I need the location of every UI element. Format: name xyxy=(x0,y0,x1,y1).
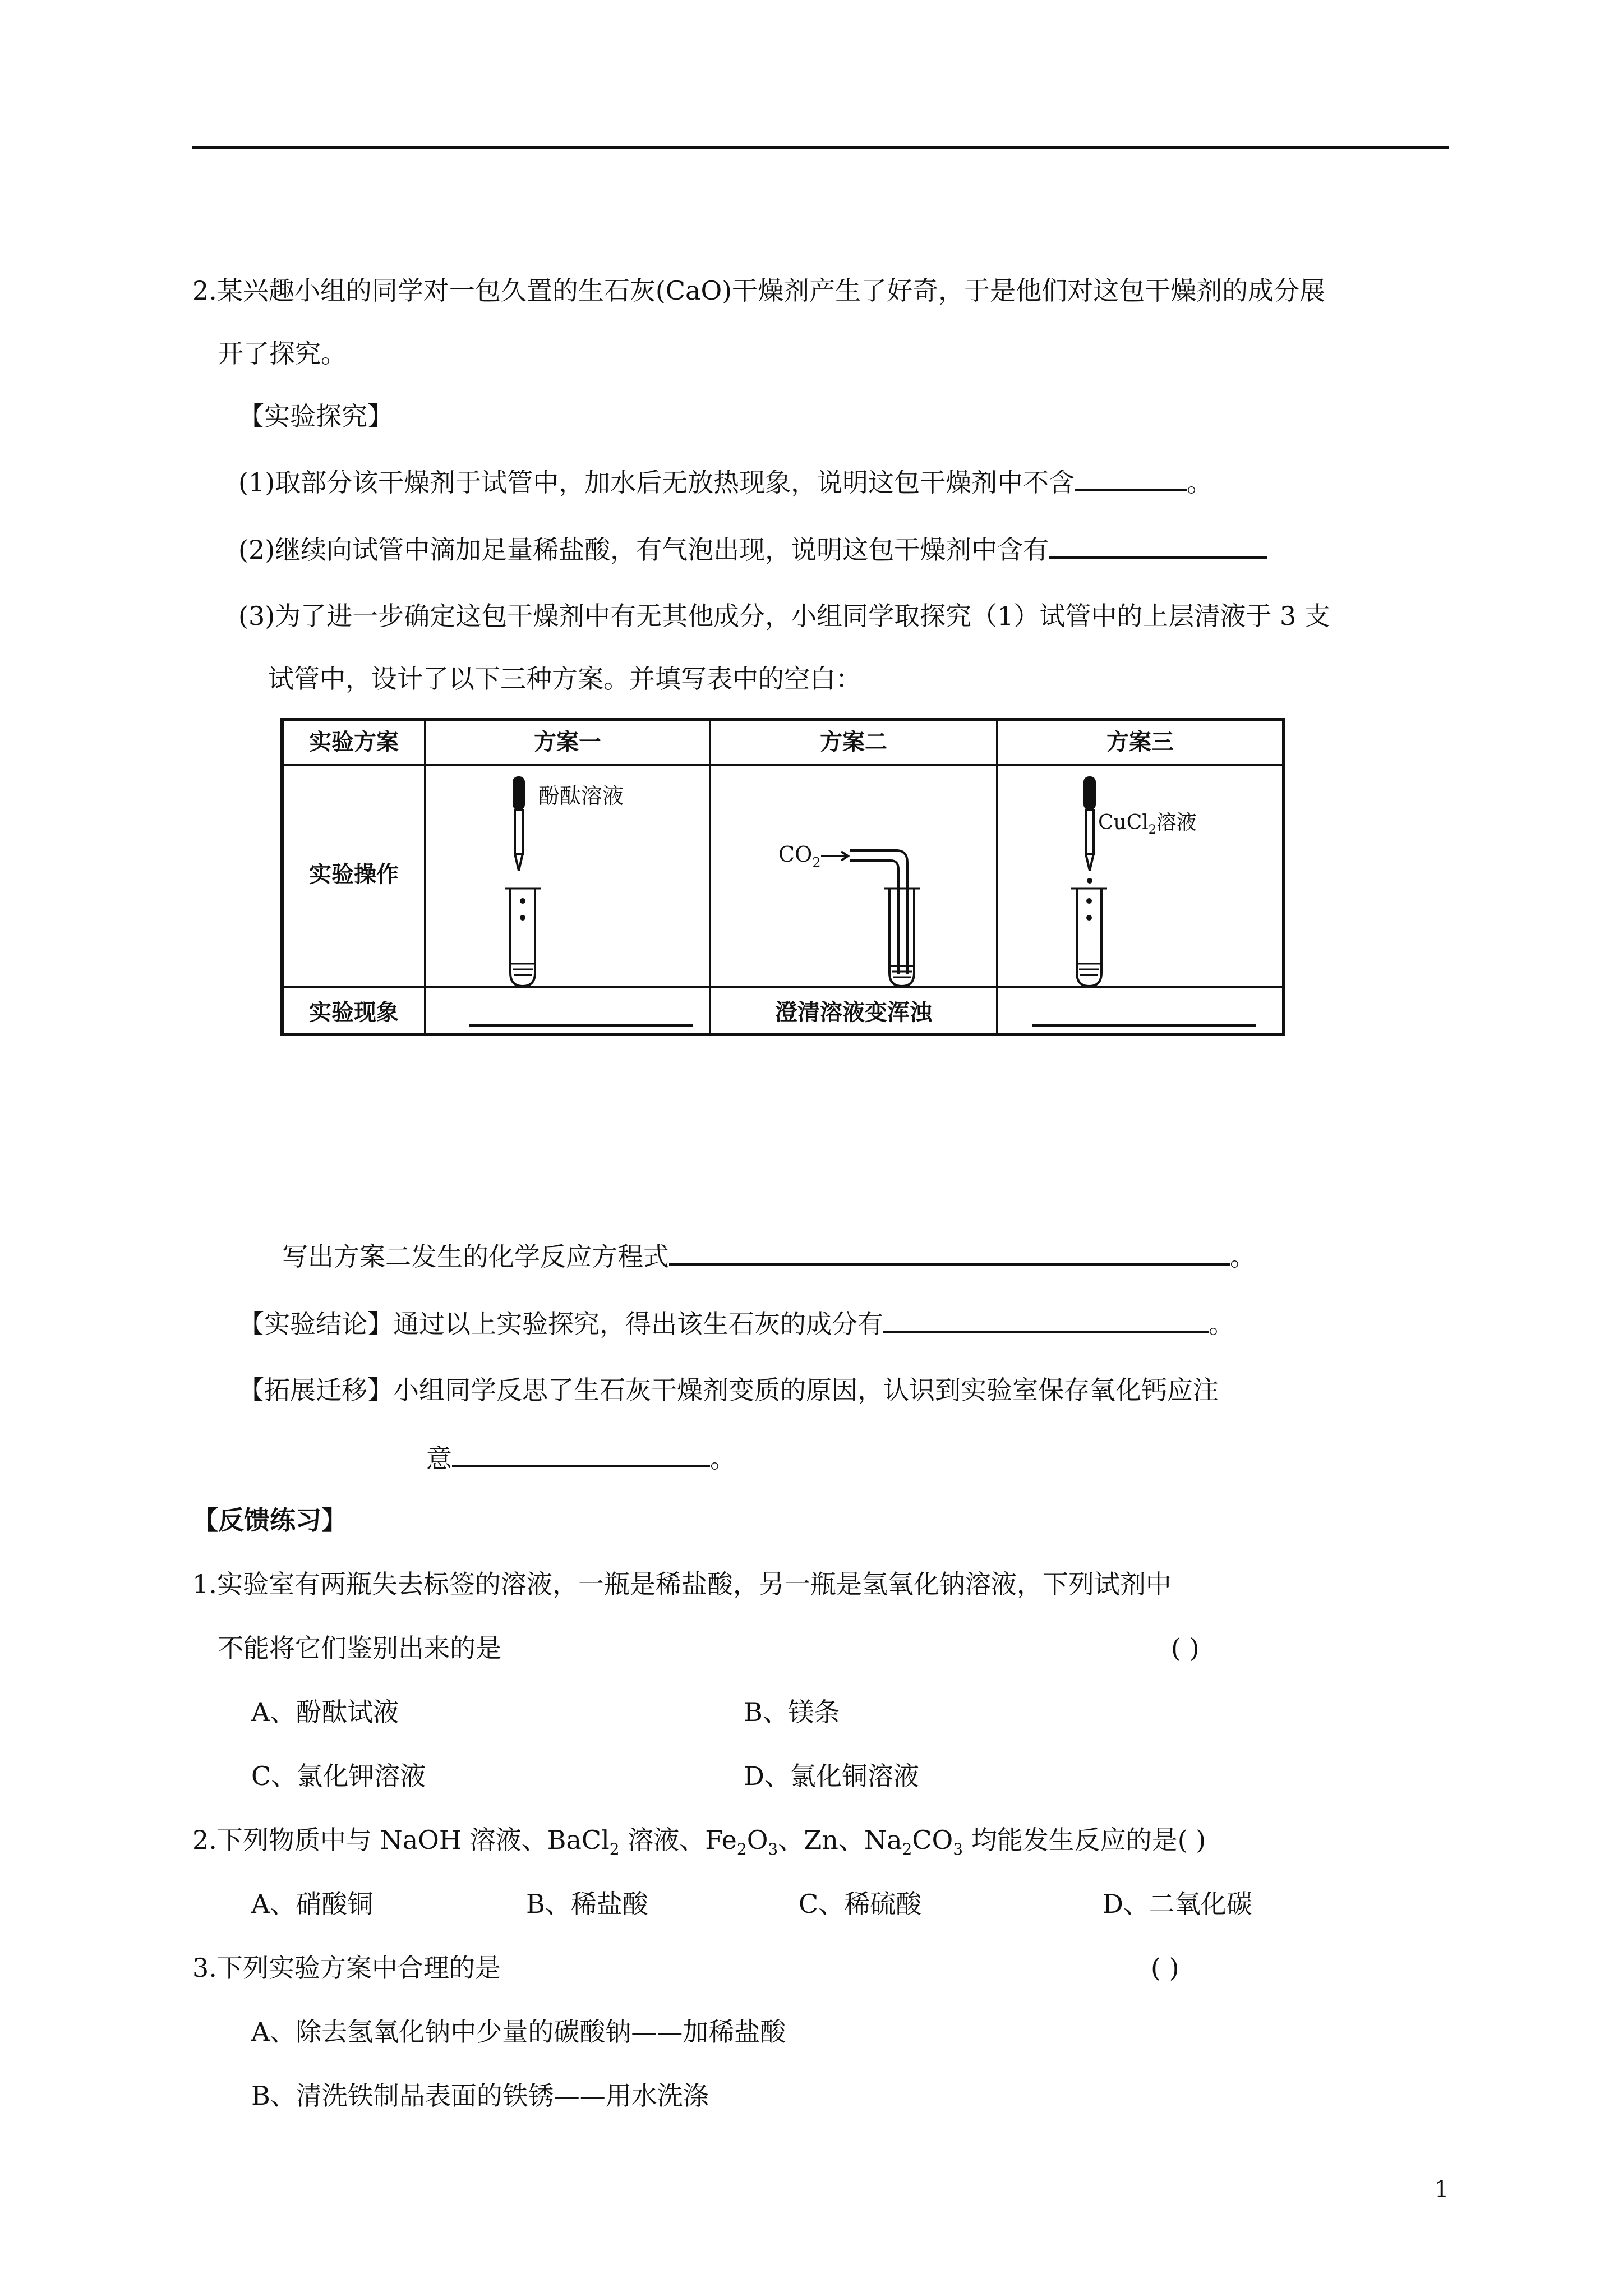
scheme2-apparatus xyxy=(711,766,996,986)
conclusion-line xyxy=(238,1306,1234,1341)
equation-text: 写出方案二发生的化学反应方程式 xyxy=(282,1241,669,1272)
extension-text-2: 意 xyxy=(426,1443,452,1474)
row-label-operation: 实验操作 xyxy=(309,862,399,887)
scheme3-apparatus xyxy=(998,766,1282,986)
scheme2-reagent-label: $CO_2$ xyxy=(778,842,821,871)
fq2-option-a[interactable]: A、硝酸铜 xyxy=(251,1889,374,1919)
fq1-option-a[interactable]: A、酚酞试液 xyxy=(251,1697,399,1727)
table-header-scheme2: 方案二 xyxy=(820,729,887,755)
answer-blank-2[interactable] xyxy=(1049,532,1267,559)
page-number: 1 xyxy=(1435,2177,1449,2202)
conclusion-end: 。 xyxy=(1209,1309,1234,1339)
step2-line xyxy=(238,532,1267,567)
fq3-option-a[interactable]: A、除去氢氧化钠中少量的碳酸钠——加稀盐酸 xyxy=(251,2017,786,2047)
scheme3-reagent-label: CuCl$_2$溶液 xyxy=(1098,811,1197,837)
fq1-answer-paren[interactable]: ( ) xyxy=(1171,1633,1200,1663)
step3-line2: 试管中，设计了以下三种方案。并填写表中的空白： xyxy=(268,664,861,694)
table-divider xyxy=(284,986,1282,988)
experiment-table xyxy=(280,718,1285,1036)
scheme1-reagent-label: 酚酞溶液 xyxy=(538,784,624,808)
fq1-option-c[interactable]: C、氯化钾溶液 xyxy=(251,1761,426,1791)
conclusion-text: 【实验结论】通过以上实验探究，得出该生石灰的成分有 xyxy=(238,1309,883,1339)
fq2-option-d[interactable]: D、二氧化碳 xyxy=(1103,1889,1252,1919)
fq1-line1: 1.实验室有两瓶失去标签的溶液，一瓶是稀盐酸，另一瓶是氢氧化钠溶液，下列试剂中 xyxy=(192,1569,1172,1599)
fq2-option-b[interactable]: B、稀盐酸 xyxy=(526,1889,648,1919)
table-header-scheme3: 方案三 xyxy=(1106,729,1174,755)
fq1-line2: 不能将它们鉴别出来的是 xyxy=(218,1633,501,1663)
step1-end: 。 xyxy=(1187,467,1213,498)
step3-line1: (3)为了进一步确定这包干燥剂中有无其他成分，小组同学取探究（1）试管中的上层清液于 3 支 xyxy=(238,601,1330,631)
conclusion-blank[interactable] xyxy=(883,1306,1209,1333)
dropper-bulb-icon xyxy=(1083,776,1096,810)
answer-blank-1[interactable] xyxy=(1075,464,1187,491)
fq1-option-d[interactable]: D、氯化铜溶液 xyxy=(744,1761,919,1791)
fq3-option-b[interactable]: B、清洗铁制品表面的铁锈——用水洗涤 xyxy=(251,2081,709,2111)
header-rule xyxy=(192,146,1449,149)
q2-line1: 2.某兴趣小组的同学对一包久置的生石灰(CaO)干燥剂产生了好奇，于是他们对这包干燥剂的成分展 xyxy=(192,275,1326,306)
dropper-tube-icon xyxy=(1086,810,1094,854)
row-label-phenomenon: 实验现象 xyxy=(309,1000,399,1025)
q2-line2: 开了探究。 xyxy=(218,338,347,369)
equation-blank[interactable] xyxy=(669,1239,1230,1266)
fq2-line: 2.下列物质中与 NaOH 溶液、BaCl$_2$ 溶液、$Fe_2O_3$、Zn、$Na_2CO_3$ 均能发生反应的是( ) xyxy=(192,1825,1206,1859)
phenomenon-blank-1[interactable] xyxy=(469,1024,693,1027)
table-header-scheme1: 方案一 xyxy=(534,729,601,755)
equation-line xyxy=(282,1239,1256,1273)
step1-line xyxy=(238,464,1212,499)
feedback-title: 【反馈练习】 xyxy=(192,1505,347,1535)
scheme2-phenomenon: 澄清溶液变浑浊 xyxy=(775,1000,932,1025)
step1-text: (1)取部分该干燥剂于试管中，加水后无放热现象，说明这包干燥剂中不含 xyxy=(238,467,1075,498)
section-experiment-title: 【实验探究】 xyxy=(238,401,393,431)
fq1-option-b[interactable]: B、镁条 xyxy=(744,1697,840,1727)
phenomenon-blank-3[interactable] xyxy=(1032,1024,1256,1027)
dropper-bulb-icon xyxy=(513,776,525,810)
extension-line2 xyxy=(426,1441,736,1475)
extension-blank[interactable] xyxy=(452,1441,710,1467)
scheme1-apparatus xyxy=(426,766,709,986)
fq2-option-c[interactable]: C、稀硫酸 xyxy=(799,1889,922,1919)
fq3-answer-paren[interactable]: ( ) xyxy=(1151,1953,1179,1983)
extension-end: 。 xyxy=(710,1443,736,1474)
table-header-scheme: 实验方案 xyxy=(309,729,399,755)
fq3-line1: 3.下列实验方案中合理的是 xyxy=(192,1953,501,1983)
equation-end: 。 xyxy=(1230,1241,1256,1272)
step2-text: (2)继续向试管中滴加足量稀盐酸，有气泡出现，说明这包干燥剂中含有 xyxy=(238,535,1049,565)
dropper-tube-icon xyxy=(515,810,523,854)
extension-line1: 【拓展迁移】小组同学反思了生石灰干燥剂变质的原因，认识到实验室保存氧化钙应注 xyxy=(238,1375,1219,1405)
